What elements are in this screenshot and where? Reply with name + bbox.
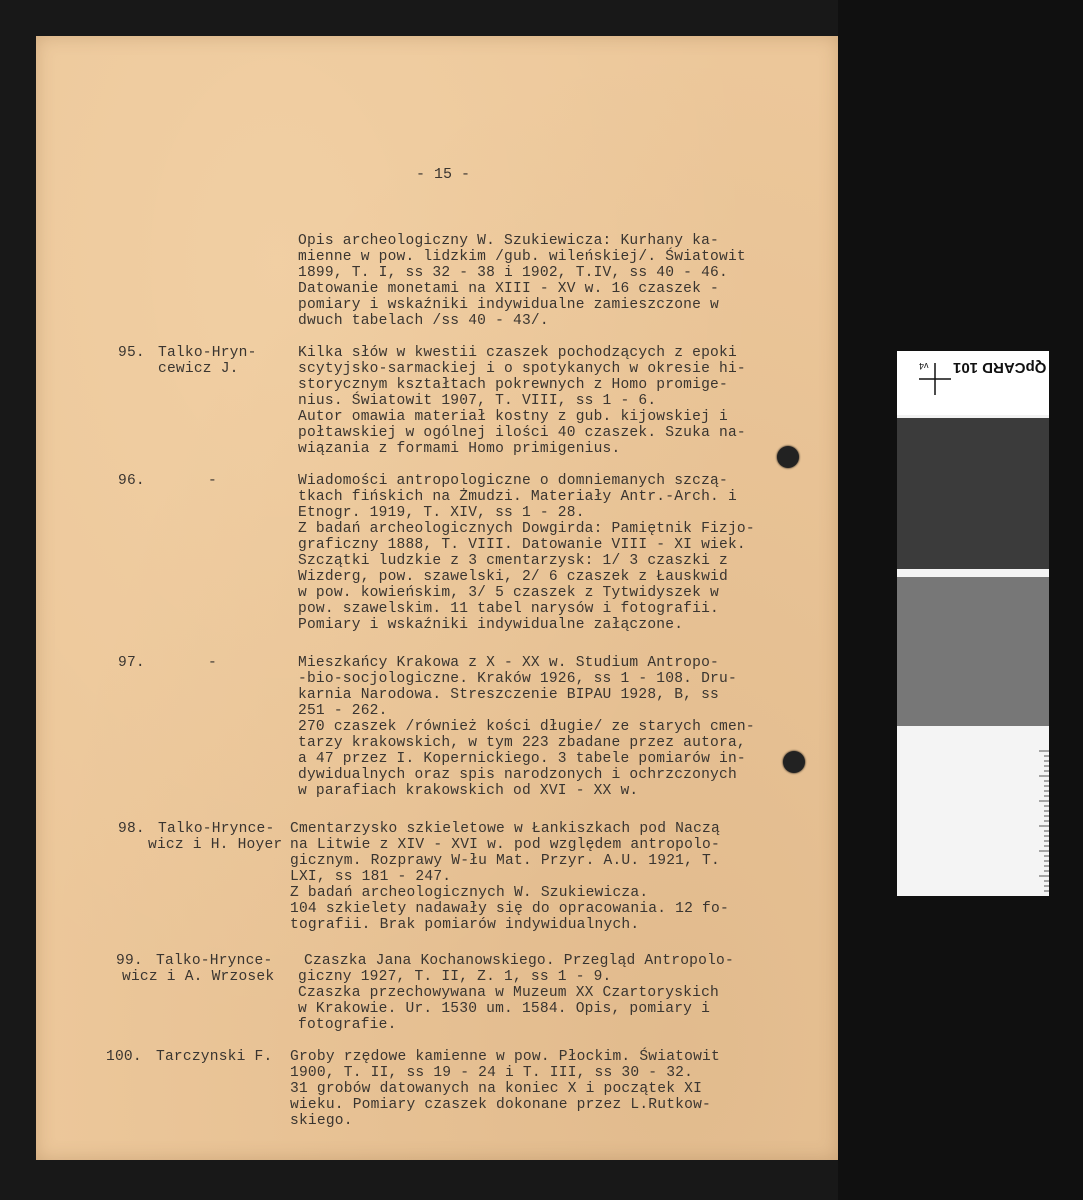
entry-text-line: 251 - 262. bbox=[298, 703, 388, 719]
entry-text-line: Mieszkańcy Krakowa z X - XX w. Studium Antropo- bbox=[298, 655, 720, 671]
card-version: v4 bbox=[919, 361, 929, 371]
entry-author: Tarczynski F. bbox=[156, 1049, 273, 1065]
entry-text-line: karnia Narodowa. Streszczenie BIPAU 1928, B, ss bbox=[298, 687, 720, 703]
entry-text-line: Wizderg, pow. szawelski, 2/ 6 czaszek z Łauskwid bbox=[298, 569, 728, 585]
entry-author: wicz i H. Hoyer bbox=[148, 837, 283, 853]
ruler-scale bbox=[1027, 351, 1049, 896]
entry-text-line: Pomiary i wskaźniki indywidualne załączone. bbox=[298, 617, 684, 633]
entry-text-line: nius. Światowit 1907, T. VIII, ss 1 - 6. bbox=[298, 393, 657, 409]
entry-text-line: a 47 przez I. Kopernickiego. 3 tabele pomiarów in- bbox=[298, 751, 746, 767]
entry-text-line: dywidualnych oraz spis narodzonych i ochrzczonych bbox=[298, 767, 737, 783]
entry-text-line: Czaszka przechowywana w Muzeum XX Czartoryskich bbox=[298, 985, 720, 1001]
color-calibration-card bbox=[897, 351, 1049, 896]
entry-text-line: skiego. bbox=[290, 1113, 353, 1129]
intro-line: Opis archeologiczny W. Szukiewicza: Kurhany ka- bbox=[298, 233, 720, 249]
intro-line: 1899, T. I, ss 32 - 38 i 1902, T.IV, ss 40 - 46. bbox=[298, 265, 728, 281]
entry-text-line: fotografie. bbox=[298, 1017, 397, 1033]
entry-text-line: 270 czaszek /również kości długie/ ze starych cmen- bbox=[298, 719, 755, 735]
entry-number: 98. bbox=[118, 821, 145, 837]
entry-text-line: Kilka słów w kwestii czaszek pochodzących z epoki bbox=[298, 345, 737, 361]
entry-text-line: w pow. kowieńskim, 3/ 5 czaszek z Tytwidyszek w bbox=[298, 585, 720, 601]
entry-text-line: giczny 1927, T. II, Z. 1, ss 1 - 9. bbox=[298, 969, 612, 985]
entry-text-line: Groby rzędowe kamienne w pow. Płockim. Światowit bbox=[290, 1049, 720, 1065]
entry-number: 100. bbox=[106, 1049, 142, 1065]
entry-text-line: graficzny 1888, T. VIII. Datowanie VIII - XI wiek. bbox=[298, 537, 746, 553]
entry-author: wicz i A. Wrzosek bbox=[122, 969, 275, 985]
entry-text-line: LXI, ss 181 - 247. bbox=[290, 869, 452, 885]
entry-author: Talko-Hrynce- bbox=[156, 953, 273, 969]
entry-text-line: połtawskiej w ogólnej ilości 40 czaszek. Szuka na- bbox=[298, 425, 746, 441]
entry-text-line: storycznym kształtach pokrewnych z Homo promige- bbox=[298, 377, 728, 393]
entry-text-line: -bio-socjologiczne. Kraków 1926, ss 1 - 108. Dru- bbox=[298, 671, 737, 687]
entry-number: 99. bbox=[116, 953, 143, 969]
entry-text-line: Czaszka Jana Kochanowskiego. Przegląd Antropolo- bbox=[304, 953, 734, 969]
entry-text-line: Wiadomości antropologiczne o domniemanych szczą- bbox=[298, 473, 728, 489]
card-brand: QpCARD 101 bbox=[953, 359, 1047, 376]
entry-text-line: pow. szawelskim. 11 tabel narysów i fotografii. bbox=[298, 601, 720, 617]
intro-line: Datowanie monetami na XIII - XV w. 16 czaszek - bbox=[298, 281, 720, 297]
entry-author: cewicz J. bbox=[158, 361, 239, 377]
page-number: - 15 - bbox=[416, 166, 471, 183]
entry-text-line: Autor omawia materiał kostny z gub. kijowskiej i bbox=[298, 409, 728, 425]
entry-text-line: tarzy krakowskich, w tym 223 zbadane przez autora, bbox=[298, 735, 746, 751]
entry-text-line: gicznym. Rozprawy W-łu Mat. Przyr. A.U. 1921, T. bbox=[290, 853, 720, 869]
entry-text-line: w parafiach krakowskich od XVI - XX w. bbox=[298, 783, 639, 799]
entry-text-line: Z badań archeologicznych W. Szukiewicza. bbox=[290, 885, 649, 901]
entry-text-line: w Krakowie. Ur. 1530 um. 1584. Opis, pomiary i bbox=[298, 1001, 711, 1017]
entry-author: - bbox=[208, 655, 217, 671]
entry-number: 97. bbox=[118, 655, 145, 671]
entry-text-line: Szczątki ludzkie z 3 cmentarzysk: 1/ 3 czaszki z bbox=[298, 553, 728, 569]
entry-text-line: 31 grobów datowanych na koniec X i początek XI bbox=[290, 1081, 703, 1097]
intro-line: dwuch tabelach /ss 40 - 43/. bbox=[298, 313, 549, 329]
entry-text-line: tografii. Brak pomiarów indywidualnych. bbox=[290, 917, 640, 933]
entry-text-line: tkach fińskich na Żmudzi. Materiały Antr.-Arch. i bbox=[298, 489, 737, 505]
intro-line: pomiary i wskaźniki indywidualne zamieszczone w bbox=[298, 297, 720, 313]
entry-text-line: wieku. Pomiary czaszek dokonane przez L.Rutkow- bbox=[290, 1097, 712, 1113]
entry-text-line: scytyjsko-sarmackiej i o spotykanych w okresie hi- bbox=[298, 361, 746, 377]
document-page bbox=[36, 36, 838, 1160]
entry-text-line: 1900, T. II, ss 19 - 24 i T. III, ss 30 - 32. bbox=[290, 1065, 694, 1081]
intro-line: mienne w pow. lidzkim /gub. wileńskiej/. Światowit bbox=[298, 249, 746, 265]
entry-author: Talko-Hrynce- bbox=[158, 821, 275, 837]
entry-text-line: wiązania z formami Homo primigenius. bbox=[298, 441, 621, 457]
entry-author: Talko-Hryn- bbox=[158, 345, 257, 361]
entry-author: - bbox=[208, 473, 217, 489]
entry-text-line: Cmentarzysko szkieletowe w Łankiszkach pod Naczą bbox=[290, 821, 720, 837]
entry-number: 95. bbox=[118, 345, 145, 361]
entry-text-line: Etnogr. 1919, T. XIV, ss 1 - 28. bbox=[298, 505, 585, 521]
entry-text-line: na Litwie z XIV - XVI w. pod względem antropolo- bbox=[290, 837, 720, 853]
entry-number: 96. bbox=[118, 473, 145, 489]
entry-text-line: Z badań archeologicznych Dowgirda: Pamiętnik Fizjo- bbox=[298, 521, 755, 537]
entry-text-line: 104 szkielety nadawały się do opracowania. 12 fo- bbox=[290, 901, 729, 917]
punch-hole bbox=[777, 446, 799, 468]
punch-hole bbox=[783, 751, 805, 773]
